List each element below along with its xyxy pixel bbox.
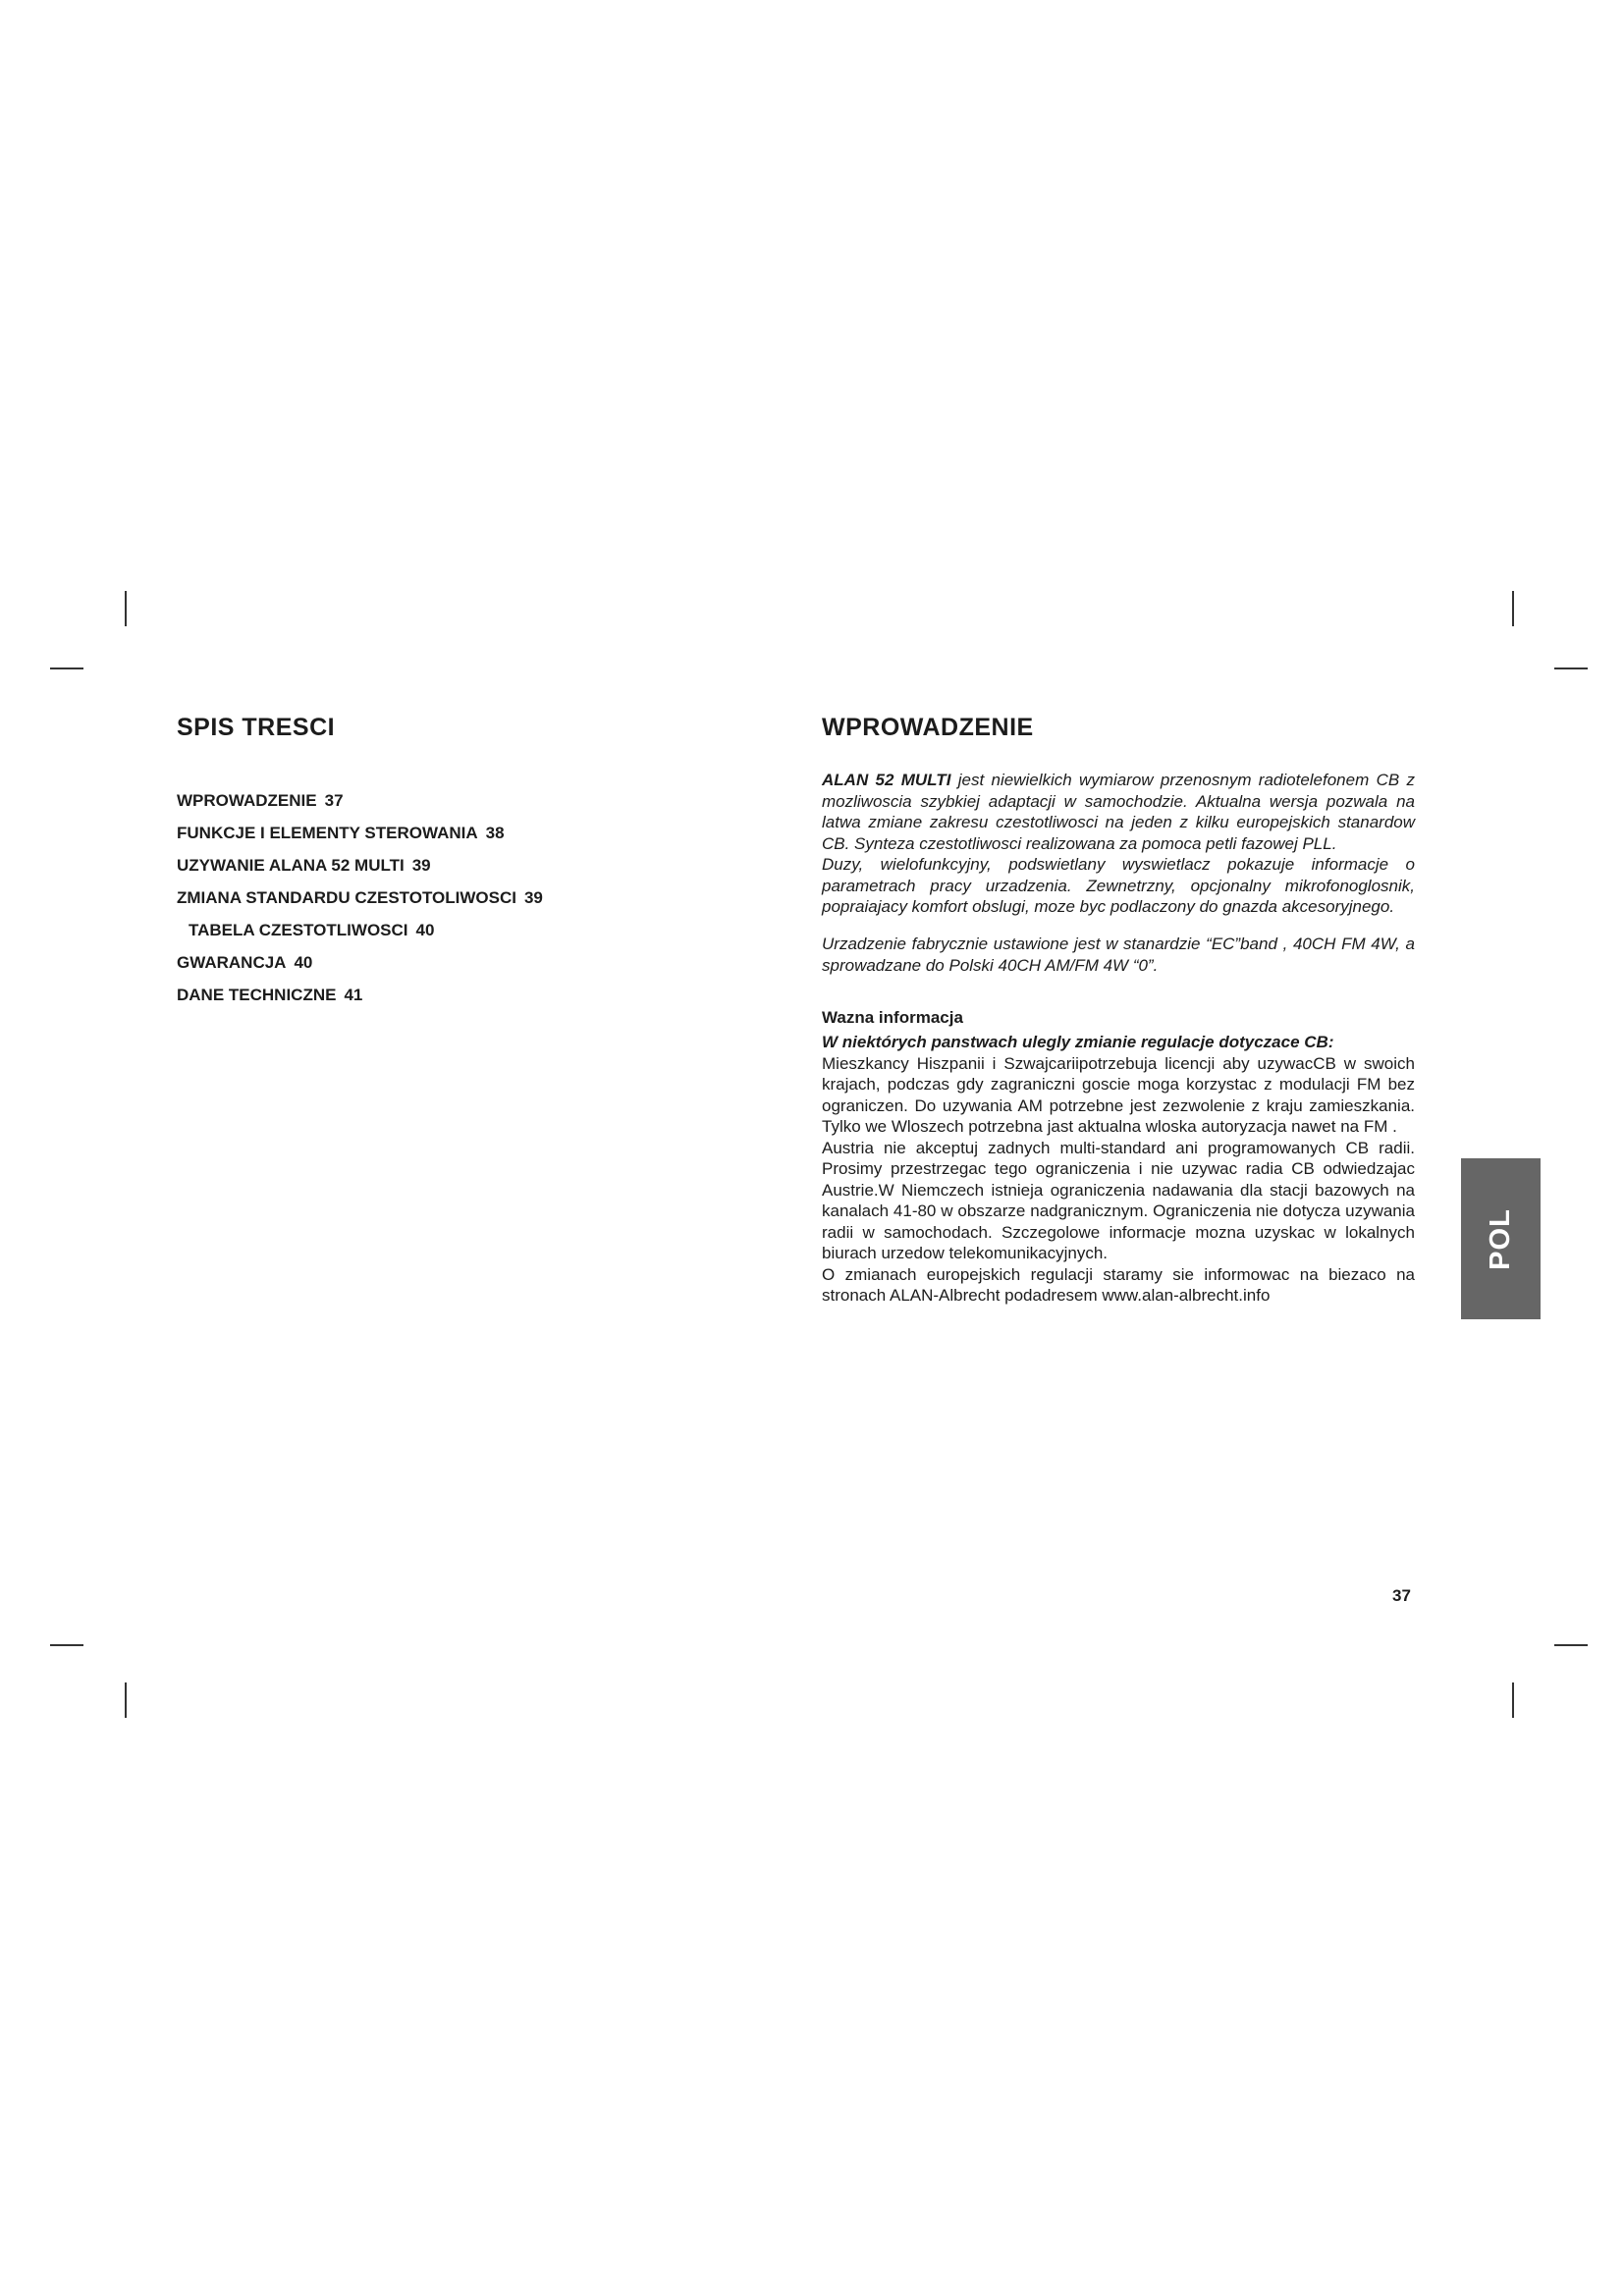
intro-text: jest niewielkich wymiarow przenosnym radiotelefonem CB z mozliwoscia szybkiej adaptacji w samochodzie. Aktualna wersja pozwala na latwa zmiane zakresu czestotliwosci na jeden z kilku europejskich stanardow CB. Synteza czestotliwosci realizowana za pomoca petli fazowej PLL. — [822, 771, 1415, 853]
toc-item-page: 38 — [485, 824, 505, 842]
toc-item-standard-change[interactable] — [177, 885, 543, 918]
factory-setting-section — [822, 934, 1415, 976]
language-tab — [1461, 1158, 1541, 1319]
toc-item-page: 40 — [415, 921, 435, 939]
toc-item-usage[interactable] — [177, 853, 543, 885]
toc-item-label: WPROWADZENIE — [177, 791, 317, 810]
toc-item-label: DANE TECHNICZNE — [177, 986, 337, 1004]
page-number: 37 — [1392, 1586, 1411, 1605]
toc-item-intro[interactable] — [177, 788, 543, 821]
toc-item-page: 39 — [411, 856, 431, 875]
toc-item-label: TABELA CZESTOTLIWOSCI — [189, 921, 408, 939]
crop-mark — [1512, 591, 1514, 626]
toc-item-label: UZYWANIE ALANA 52 MULTI — [177, 856, 405, 875]
toc-item-label: GWARANCJA — [177, 953, 287, 972]
notice-paragraph: Austria nie akceptuj zadnych multi-standard ani programowanych CB radii. Prosimy przestrzegac tego ograniczenia i nie uzywac radia CB odwiedzajac Austrie.W Niemczech istnieja ograniczenia nadawania dla stacji bazowych na kanalach 41-80 w obszarze nadgranicznym. Ograniczenia nie dotycza uzywania radii w samochodach. Szczegolowe informacje mozna uzyskac w lokalnych biurach urzedow telekomunikacyjnych. — [822, 1138, 1415, 1262]
intro-paragraph: Duzy, wielofunkcyjny, podswietlany wyswietlacz pokazuje informacje o parametrach pracy urzadzenia. Zewnetrzny, opcjonalny mikrofonoglosnik, popraiajacy komfort obslugi, moze byc podlaczony do gnazda akcesoryjnego. — [822, 855, 1415, 916]
toc-item-page: 40 — [294, 953, 313, 972]
crop-mark — [1554, 667, 1588, 669]
notice-section — [822, 1032, 1415, 1307]
crop-mark — [1554, 1644, 1588, 1646]
notice-subhead: W niektórych panstwach ulegly zmianie regulacje dotyczace CB: — [822, 1033, 1334, 1051]
factory-setting-text: Urzadzenie fabrycznie ustawione jest w stanardzie “EC”band , 40CH FM 4W, a sprowadzane do Polski 40CH AM/FM 4W “0”. — [822, 934, 1415, 975]
toc-item-page: 41 — [344, 986, 363, 1004]
toc-list — [177, 788, 543, 1015]
toc-item-page: 37 — [324, 791, 344, 810]
crop-mark — [50, 667, 83, 669]
crop-mark — [1512, 1682, 1514, 1718]
crop-mark — [50, 1644, 83, 1646]
intro-title: WPROWADZENIE — [822, 714, 1034, 741]
toc-title: SPIS TRESCI — [177, 714, 336, 741]
toc-item-frequency-table[interactable] — [177, 918, 543, 950]
toc-item-warranty[interactable] — [177, 950, 543, 983]
toc-item-label: FUNKCJE I ELEMENTY STEROWANIA — [177, 824, 478, 842]
toc-item-page: 39 — [523, 888, 543, 907]
language-tab-label: POL — [1485, 1207, 1516, 1270]
crop-mark — [125, 1682, 127, 1718]
intro-section — [822, 770, 1415, 918]
product-name: ALAN 52 MULTI — [822, 771, 951, 789]
toc-item-label: ZMIANA STANDARDU CZESTOTOLIWOSCI — [177, 888, 516, 907]
toc-item-functions[interactable] — [177, 821, 543, 853]
crop-mark — [125, 591, 127, 626]
toc-item-tech-data[interactable] — [177, 983, 543, 1015]
notice-title: Wazna informacja — [822, 1008, 963, 1027]
notice-paragraph: O zmianach europejskich regulacji staramy sie informowac na biezaco na stronach ALAN-Albrecht podadresem www.alan-albrecht.info — [822, 1264, 1415, 1305]
intro-paragraph — [822, 770, 1415, 854]
notice-paragraph: Mieszkancy Hiszpanii i Szwajcariipotrzebuja licencji aby uzywacCB w swoich krajach, podczas gdy zagraniczni goscie moga korzystac z modulacji FM bez ograniczen. Do uzywania AM potrzebne jest zezwolenie z kraju zamieszkania. Tylko we Wloszech potrzebna jast aktualna wloska autoryzacja nawet na FM . — [822, 1053, 1415, 1136]
